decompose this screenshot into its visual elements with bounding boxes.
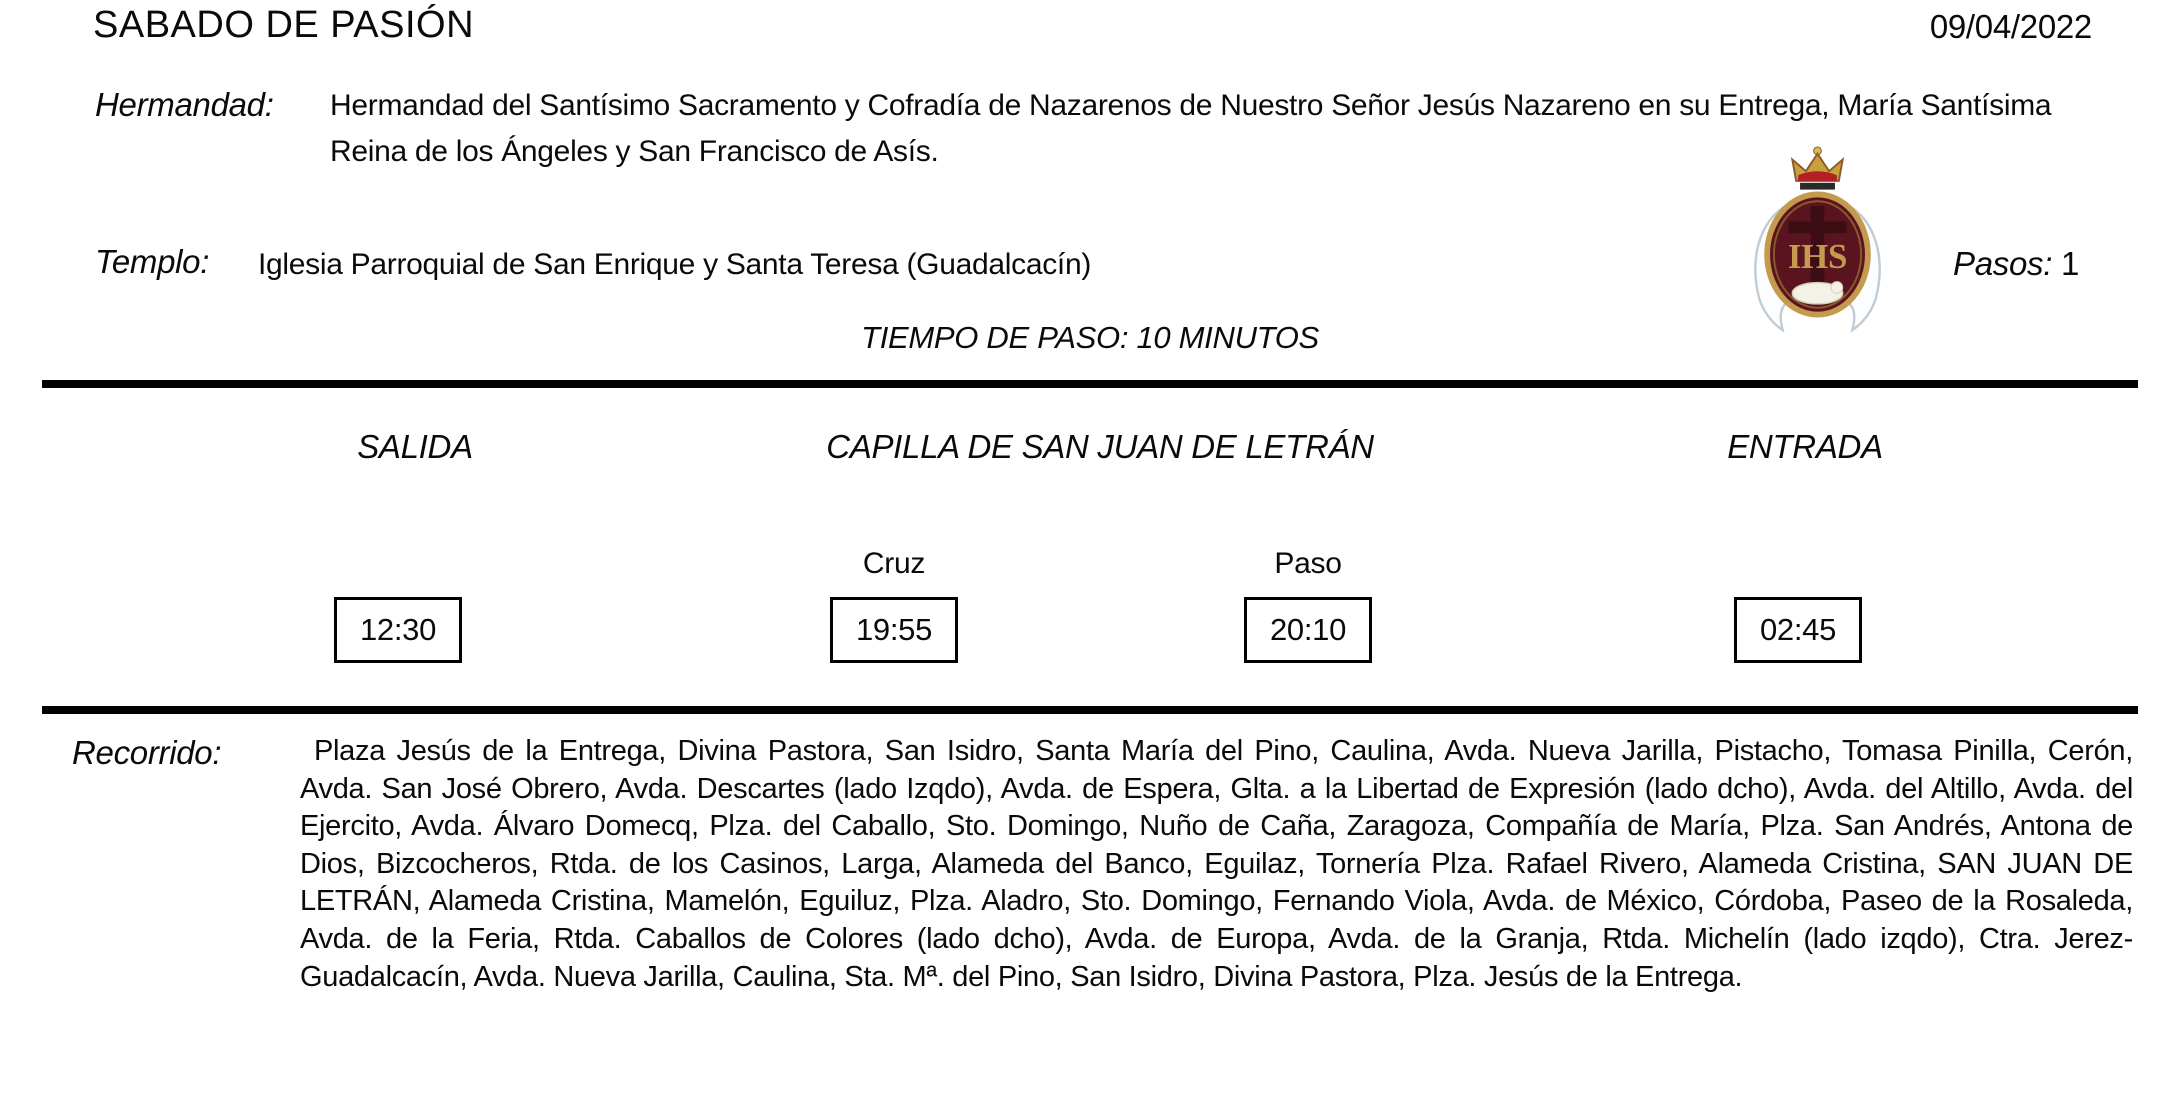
pasos-value: 1	[2060, 245, 2080, 282]
document-date: 09/04/2022	[1929, 8, 2092, 45]
recorrido-label: Recorrido:	[72, 734, 222, 771]
hermandad-label: Hermandad:	[95, 86, 274, 123]
tiempo-de-paso-note: TIEMPO DE PASO: 10 MINUTOS	[861, 320, 1319, 355]
lamb-icon	[1792, 282, 1842, 304]
ihs-monogram: IHS	[1787, 237, 1848, 277]
hermandad-crest-icon	[1740, 140, 1895, 338]
divider-bottom	[42, 706, 2138, 714]
column-header-capilla: CAPILLA DE SAN JUAN DE LETRÁN	[826, 428, 1374, 465]
cruz-time-box	[830, 597, 958, 663]
salida-time: 12:30	[359, 612, 437, 647]
cruz-time: 19:55	[855, 612, 933, 647]
templo-value: Iglesia Parroquial de San Enrique y Santa Teresa (Guadalcacín)	[258, 248, 1092, 281]
crown-icon	[1792, 147, 1842, 190]
shield-oval	[1767, 194, 1868, 314]
hermandad-value: Hermandad del Santísimo Sacramento y Cofradía de Nazarenos de Nuestro Señor Jesús Nazareno en su Entrega, María Santísima Reina de los Ángeles y San Francisco de Asís.	[330, 89, 2052, 168]
cruz-label: Cruz	[862, 547, 926, 580]
paso-label: Paso	[1274, 547, 1342, 580]
salida-time-box	[334, 597, 462, 663]
divider-top	[42, 380, 2138, 388]
pasos-field	[1953, 245, 2079, 283]
entrada-time-box	[1734, 597, 1862, 663]
templo-label: Templo:	[95, 243, 210, 280]
paso-time-box	[1244, 597, 1372, 663]
page-title: SABADO DE PASIÓN	[93, 4, 475, 46]
column-header-entrada: ENTRADA	[1727, 428, 1883, 465]
column-header-salida: SALIDA	[357, 428, 473, 465]
recorrido-route-text: Plaza Jesús de la Entrega, Divina Pastora, San Isidro, Santa María del Pino, Caulina, Avda. Nueva Jarilla, Pistacho, Tomasa Pinilla, Cerón, Avda. San José Obrero, Avda. Descartes (lado Izqdo), Avda. de Espera, Glta. a la Libertad de Expresión (lado dcho), Avda. del Altillo, Avda. del Ejercito, Avda. Álvaro Domecq, Plza. del Caballo, Sto. Domingo, Nuño de Caña, Zaragoza, Compañía de María, Plza. San Andrés, Antona de Dios, Bizcocheros, Rtda. de los Casinos, Larga, Alameda del Banco, Eguilaz, Tornería Plza. Rafael Rivero, Alameda Cristina, SAN JUAN DE LETRÁN, Alameda Cristina, Mamelón, Eguiluz, Plza. Aladro, Sto. Domingo, Fernando Viola, Avda. de México, Córdoba, Paseo de la Rosaleda, Avda. de la Feria, Rtda. Caballos de Colores (lado dcho), Avda. de Europa, Avda. de la Granja, Rtda. Michelín (lado izqdo), Ctra. Jerez-Guadalcacín, Avda. Nueva Jarilla, Caulina, Sta. Mª. del Pino, San Isidro, Divina Pastora, Plza. Jesús de la Entrega.	[300, 735, 2133, 993]
entrada-time: 02:45	[1759, 612, 1837, 647]
pasos-label: Pasos:	[1953, 245, 2053, 282]
paso-time: 20:10	[1269, 612, 1347, 647]
